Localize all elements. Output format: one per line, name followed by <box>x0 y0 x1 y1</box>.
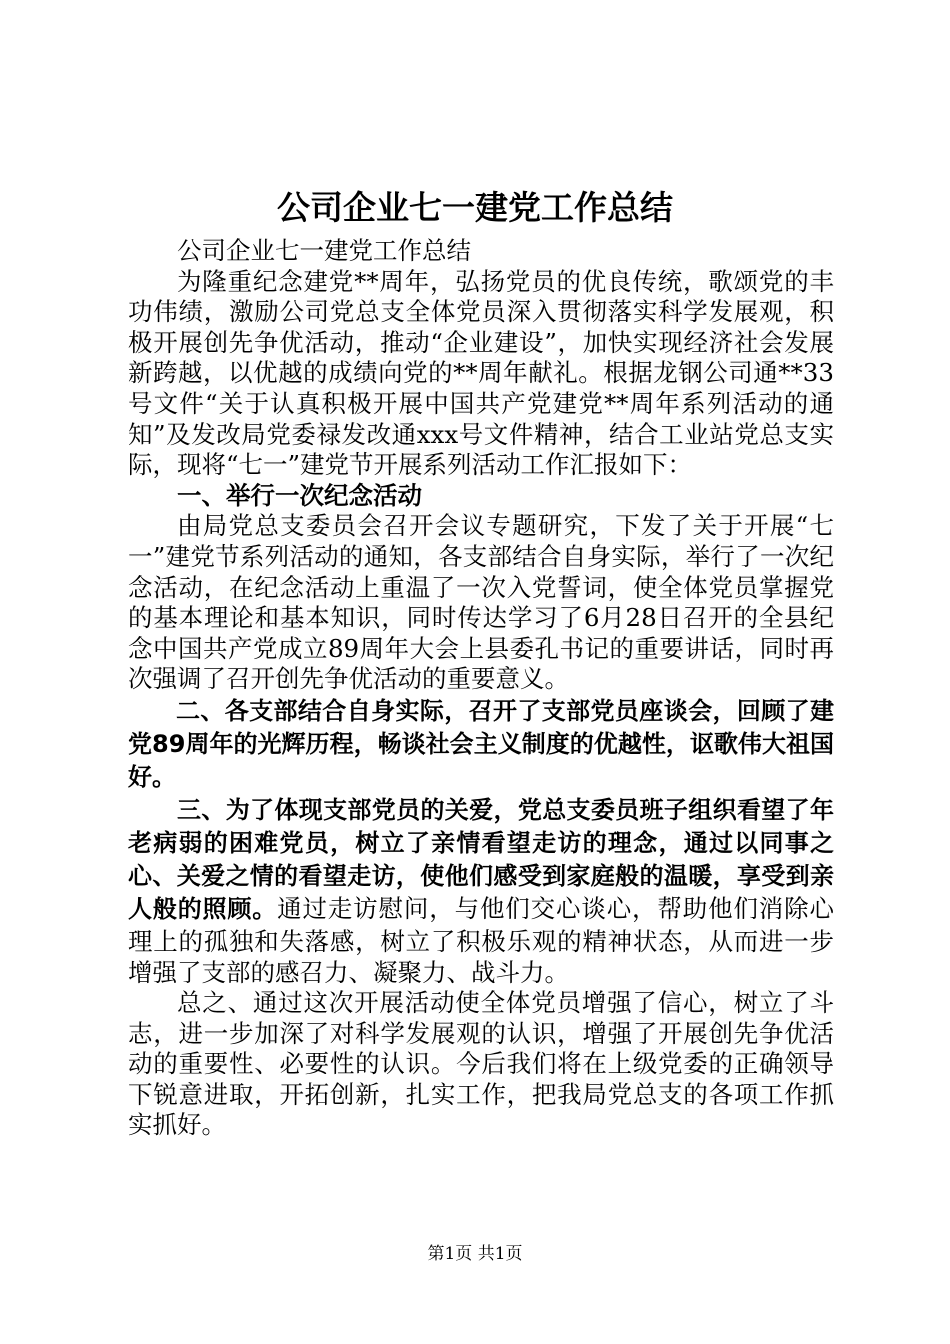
document-title: 公司企业七一建党工作总结 <box>277 188 673 227</box>
section-1-paragraph: 由局党总支委员会召开会议专题研究，下发了关于开展“七一”建党节系列活动的通知，各支部结合自身实际，举行了一次纪念活动，在纪念活动上重温了一次入党誓词，使全体党员掌握党的基本理论和基本知识，同时传达学习了6月28日召开的全县纪念中国共产党成立89周年大会上县委孔书记的重要讲话，同时再次强调了召开创先争优活动的重要意义。 <box>128 511 834 694</box>
document-body <box>128 236 834 1141</box>
subtitle-line: 公司企业七一建党工作总结 <box>177 236 471 265</box>
section-1-heading: 一、举行一次纪念活动 <box>177 480 422 510</box>
section-3-normal-text: 通过走访慰问，与他们交心谈心，帮助他们消除心理上的孤独和失落感，树立了积极乐观的精神状态，从而进一步增强了支部的感召力、凝聚力、战斗力。 <box>128 893 835 987</box>
section-3-paragraph <box>128 794 834 988</box>
section-2-paragraph: 二、各支部结合自身实际，召开了支部党员座谈会，回顾了建党89周年的光辉历程，畅谈社会主义制度的优越性，讴歌伟大祖国好。 <box>128 696 834 791</box>
section-3-bold-text: 三、为了体现支部党员的关爱，党总支委员班子组织看望了年老病弱的困难党员，树立了亲情看望走访的理念，通过以同事之心、关爱之情的看望走访，使他们感受到家庭般的温暖，享受到亲人般的照顾。 <box>128 795 834 923</box>
conclusion-paragraph: 总之、通过这次开展活动使全体党员增强了信心，树立了斗志，进一步加深了对科学发展观的认识，增强了开展创先争优活动的重要性、必要性的认识。今后我们将在上级党委的正确领导下锐意进取，开拓创新，扎实工作，把我局党总支的各项工作抓实抓好。 <box>128 987 834 1140</box>
page-footer: 第1页 共1页 <box>427 1244 523 1264</box>
intro-paragraph: 为隆重纪念建党**周年，弘扬党员的优良传统，歌颂党的丰功伟绩，激励公司党总支全体党员深入贯彻落实科学发展观，积极开展创先争优活动，推动“企业建设”，加快实现经济社会发展新跨越，以优越的成绩向党的**周年献礼。根据龙钢公司通**33号文件“关于认真积极开展中国共产党建党**周年系列活动的通知”及发改局党委禄发改通xxx号文件精神，结合工业站党总支实际，现将“七一”建党节开展系列活动工作汇报如下： <box>128 266 834 480</box>
